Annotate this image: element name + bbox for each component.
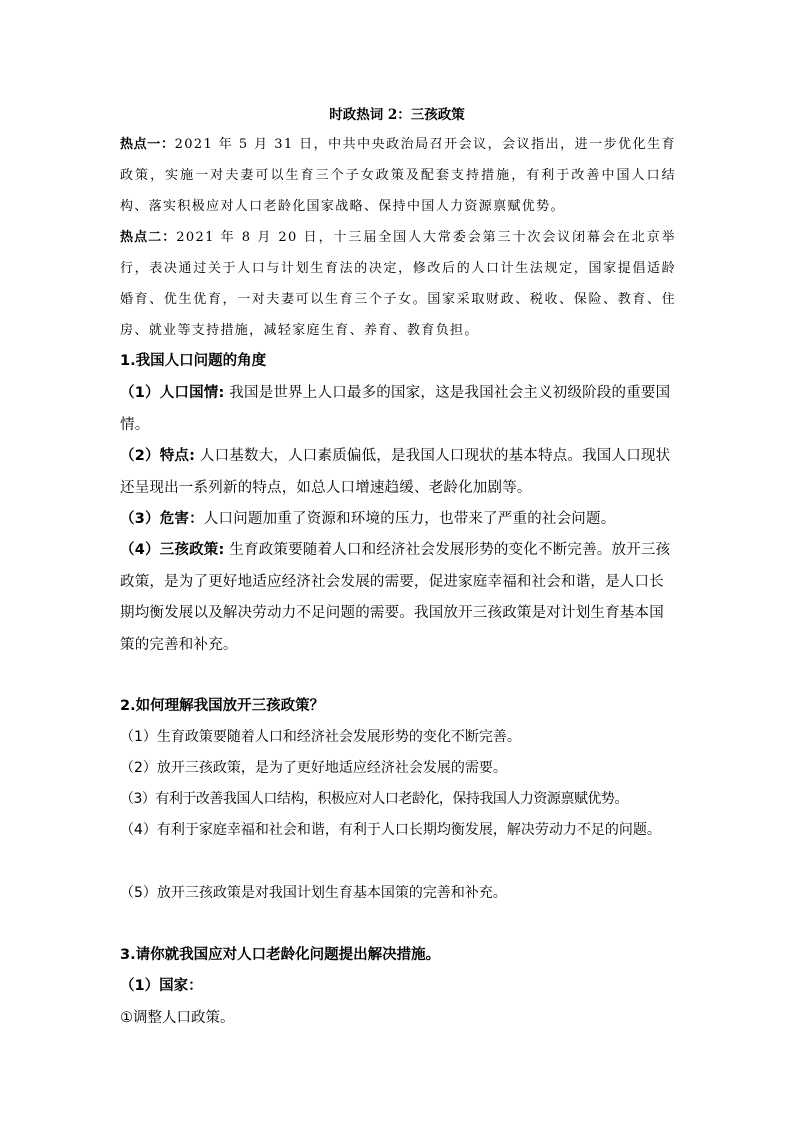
section-1-item-2-text: 人口基数大，人口素质偏低，是我国人口现状的基本特点。我国人口现状还呈现出一系列新的特点，如总人口增速趋缓、老龄化加剧等。 (120, 448, 671, 496)
section-2-item-2: （2）放开三孩政策，是为了更好地适应经济社会发展的需要。 (120, 760, 507, 776)
section-1-item-1-label: （1）人口国情: (120, 385, 225, 401)
hot-point-1-label: 热点一： (120, 137, 175, 152)
section-1-heading: 1.我国人口问题的角度 (120, 353, 267, 369)
section-1-item-3 (120, 504, 678, 536)
section-2-item-1: （1）生育政策要随着人口和经济社会发展形势的变化不断完善。 (120, 729, 521, 745)
section-1-item-2 (120, 441, 678, 504)
section-2-item-4: （4）有利于家庭幸福和社会和谐，有利于人口长期均衡发展，解决劳动力不足的问题。 (120, 822, 661, 838)
section-1-item-2-label: （2）特点: (120, 448, 196, 464)
section-3-sub-heading: （1）国家： (120, 978, 203, 994)
section-3-heading: 3.请你就我国应对人口老龄化问题提出解决措施。 (120, 947, 441, 963)
section-1-item-4 (120, 535, 678, 661)
section-1-item-1-text: 我国是世界上人口最多的国家，这是我国社会主义初级阶段的重要国情。 (120, 385, 671, 433)
page-title: 时政热词 2：三孩政策 (329, 107, 465, 123)
section-1-item-4-text: 生育政策要随着人口和经济社会发展形势的变化不断完善。放开三孩政策，是为了更好地适应经济社会发展的需要，促进家庭幸福和社会和谐，是人口长期均衡发展以及解决劳动力不足问题的需要。我国放开三孩政策是对计划生育基本国策的完善和补充。 (120, 542, 671, 653)
section-1-item-4-label: （4）三孩政策: (120, 542, 225, 558)
section-2-item-3: （3）有利于改善我国人口结构，积极应对人口老龄化，保持我国人力资源禀赋优势。 (120, 791, 628, 807)
hot-point-1 (120, 129, 676, 222)
hot-point-2-label: 热点二： (120, 230, 177, 245)
section-1-item-3-label: （3）危害： (120, 511, 204, 527)
hot-point-1-text: 2021 年 5 月 31 日，中共中央政治局召开会议，会议指出，进一步优化生育政策，实施一对夫妻可以生育三个子女政策及配套支持措施，有利于改善中国人口结构、落实积极应对人口老龄化国家战略、保持中国人力资源禀赋优势。 (120, 137, 676, 214)
section-2-heading: 2.如何理解我国放开三孩政策？ (120, 698, 325, 714)
hot-point-2 (120, 222, 676, 346)
hot-point-2-text: 2021 年 8 月 20 日，十三届全国人大常委会第三十次会议闭幕会在北京举行，表决通过关于人口与计划生育法的决定，修改后的人口计生法规定，国家提倡适龄婚育、优生优育，一对夫妻可以生育三个子女。国家采取财政、税收、保险、教育、住房、就业等支持措施，减轻家庭生育、养育、教育负担。 (120, 230, 676, 338)
section-1-item-1 (120, 378, 678, 441)
section-1-item-3-text: 人口问题加重了资源和环境的压力，也带来了严重的社会问题。 (203, 511, 616, 527)
section-2-item-5: （5）放开三孩政策是对我国计划生育基本国策的完善和补充。 (120, 885, 507, 901)
section-3-item-1: ①调整人口政策。 (120, 1010, 235, 1026)
